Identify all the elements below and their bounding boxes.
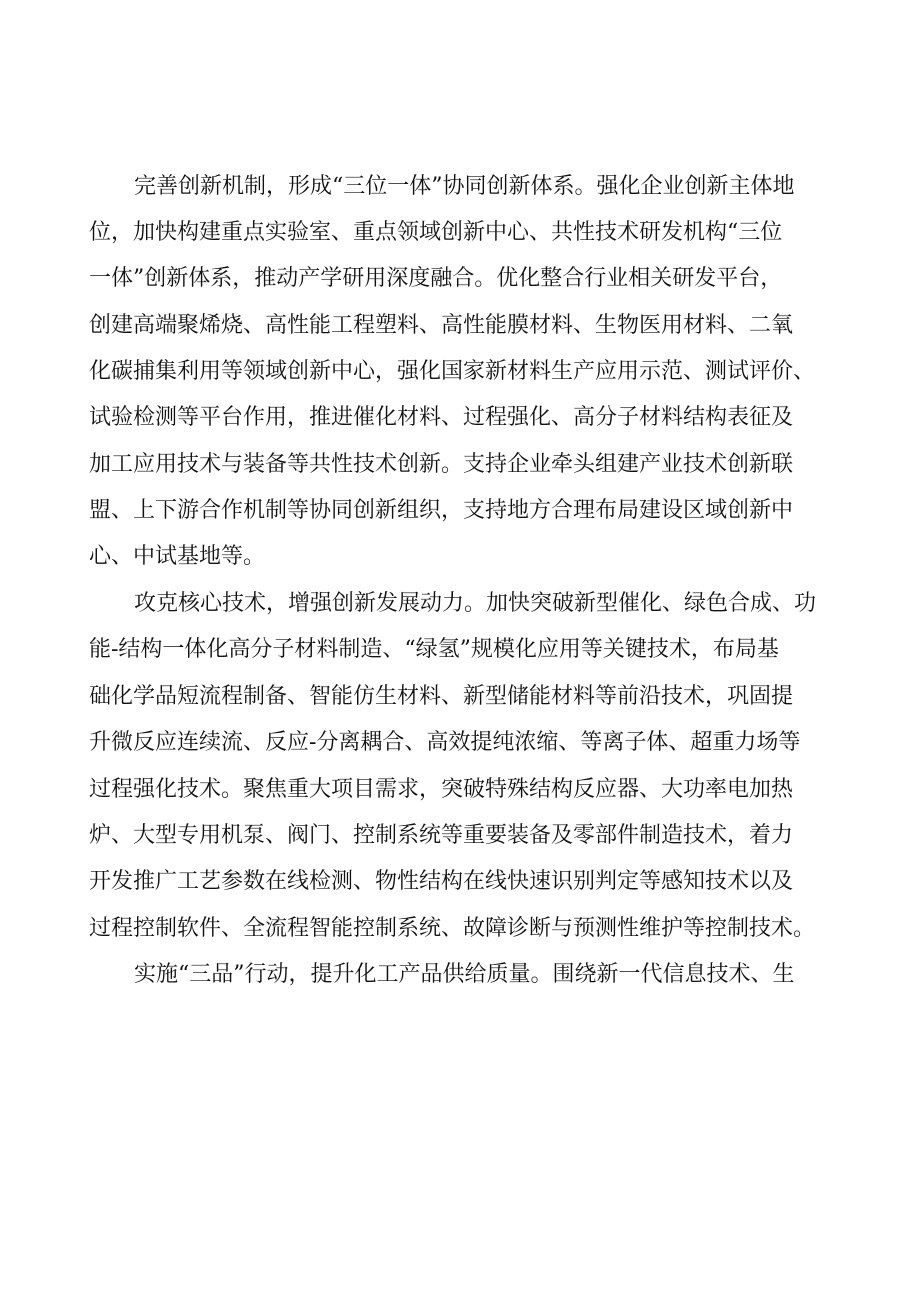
text-line: 炉、大型专用机泵、阀门、控制系统等重要装备及零部件制造技术，着力 <box>89 823 794 848</box>
text-line: 盟、上下游合作机制等协同创新组织，支持地方合理布局建设区域创新中 <box>89 498 794 523</box>
text-line: 过程控制软件、全流程智能控制系统、故障诊断与预测性维护等控制技术。 <box>89 916 816 941</box>
text-line: 化碳捕集利用等领域创新中心，强化国家新材料生产应用示范、测试评价、 <box>89 359 816 384</box>
text-line: 加工应用技术与装备等共性技术创新。支持企业牵头组建产业技术创新联 <box>89 452 794 477</box>
text-line: 开发推广工艺参数在线检测、物性结构在线快速识别判定等感知技术以及 <box>89 869 794 894</box>
text-line: 过程强化技术。聚焦重大项目需求，突破特殊结构反应器、大功率电加热 <box>89 777 794 802</box>
text-line: 攻克核心技术，增强创新发展动力。加快突破新型催化、绿色合成、功 <box>134 591 817 616</box>
text-line: 心、中试基地等。 <box>89 544 266 569</box>
text-line: 实施“三品”行动，提升化工产品供给质量。围绕新一代信息技术、生 <box>134 962 795 987</box>
text-line: 试验检测等平台作用，推进催化材料、过程强化、高分子材料结构表征及 <box>89 405 794 430</box>
text-line: 能-结构一体化高分子材料制造、“绿氢”规模化应用等关键技术，布局基 <box>89 637 779 662</box>
text-line: 一体”创新体系，推动产学研用深度融合。优化整合行业相关研发平台， <box>89 266 783 291</box>
text-line: 创建高端聚烯烧、高性能工程塑料、高性能膜材料、生物医用材料、二氧 <box>89 313 794 338</box>
text-line: 完善创新机制，形成“三位一体”协同创新体系。强化企业创新主体地 <box>134 174 795 199</box>
text-line: 升微反应连续流、反应-分离耦合、高效提纯浓缩、等离子体、超重力场等 <box>89 730 801 755</box>
text-line: 础化学品短流程制备、智能仿生材料、新型储能材料等前沿技术，巩固提 <box>89 684 794 709</box>
text-line: 位，加快构建重点实验室、重点领域创新中心、共性技术研发机构“三位 <box>89 220 783 245</box>
